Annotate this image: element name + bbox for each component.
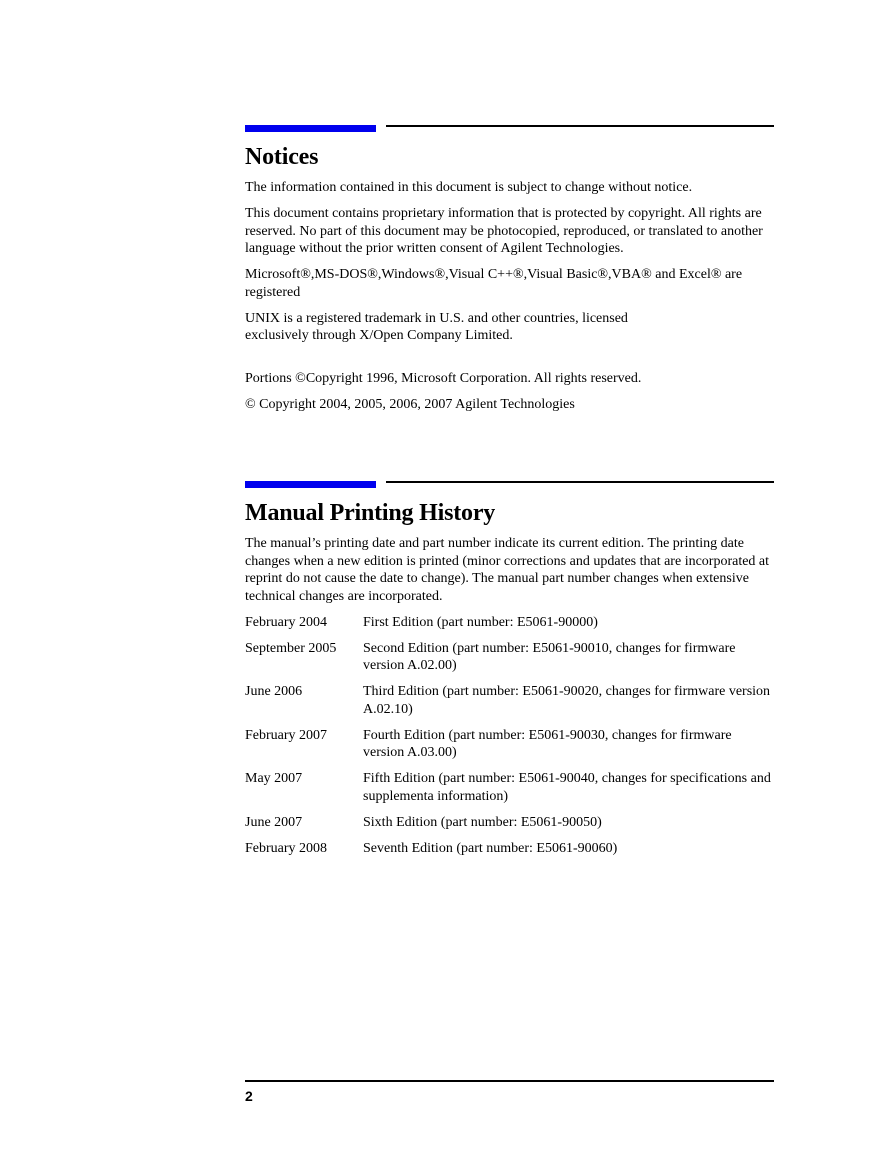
history-description: First Edition (part number: E5061-90000) [363, 614, 598, 630]
page-number: 2 [245, 1088, 253, 1104]
history-entry [245, 770, 774, 805]
black-rule-line [386, 481, 774, 483]
history-entry [245, 727, 774, 762]
history-date: June 2007 [245, 814, 303, 830]
history-entry [245, 814, 774, 832]
history-date: February 2007 [245, 727, 328, 743]
section-rule [245, 125, 774, 133]
history-entry [245, 840, 774, 858]
notices-paragraph: © Copyright 2004, 2005, 2006, 2007 Agilent Technologies [245, 396, 575, 412]
notices-paragraph: Portions ©Copyright 1996, Microsoft Corporation. All rights reserved. [245, 370, 642, 386]
page-footer [245, 1080, 774, 1104]
black-rule-line [386, 125, 774, 127]
notices-paragraph: This document contains proprietary information that is protected by copyright. All rights are reserved. No part of this document may be photocopied, reproduced, or translated to another language without the prior written consent of Agilent Technologies. [245, 206, 763, 256]
notices-title: Notices [245, 144, 319, 170]
notices-section [245, 125, 774, 422]
blue-accent-bar [245, 481, 376, 488]
history-description: Fourth Edition (part number: E5061-90030, changes for firmware version A.03.00) [363, 727, 732, 760]
history-description: Sixth Edition (part number: E5061-90050) [363, 814, 602, 830]
history-section [245, 481, 774, 866]
history-intro: The manual’s printing date and part number indicate its current edition. The printing date changes when a new edition is printed (minor corrections and updates that are incorporated at reprint do not cause the date to change). The manual part number changes when extensive technical changes are incorporated. [245, 536, 770, 604]
footer-rule-line [245, 1080, 774, 1082]
history-description: Fifth Edition (part number: E5061-90040, changes for specifications and supplementa information) [363, 771, 771, 804]
history-date: September 2005 [245, 640, 337, 656]
history-description: Third Edition (part number: E5061-90020, changes for firmware version A.02.10) [363, 684, 771, 717]
blue-accent-bar [245, 125, 376, 132]
history-date: May 2007 [245, 771, 303, 786]
section-rule [245, 481, 774, 489]
history-description: Second Edition (part number: E5061-90010, changes for firmware version A.02.00) [363, 640, 736, 673]
notices-paragraph: UNIX is a registered trademark in U.S. and other countries, licensed exclusively through X/Open Company Limited. [245, 310, 628, 343]
history-entry [245, 614, 774, 632]
history-date: February 2008 [245, 840, 328, 856]
notices-paragraph: Microsoft®,MS-DOS®,Windows®,Visual C++®,Visual Basic®,VBA® and Excel® are registered [245, 267, 743, 300]
history-description: Seventh Edition (part number: E5061-90060) [363, 840, 618, 856]
notices-paragraph: The information contained in this document is subject to change without notice. [245, 180, 693, 195]
history-date: June 2006 [245, 684, 303, 699]
history-title: Manual Printing History [245, 500, 496, 526]
history-date: February 2004 [245, 614, 328, 630]
history-entry [245, 640, 774, 675]
history-entry [245, 683, 774, 718]
